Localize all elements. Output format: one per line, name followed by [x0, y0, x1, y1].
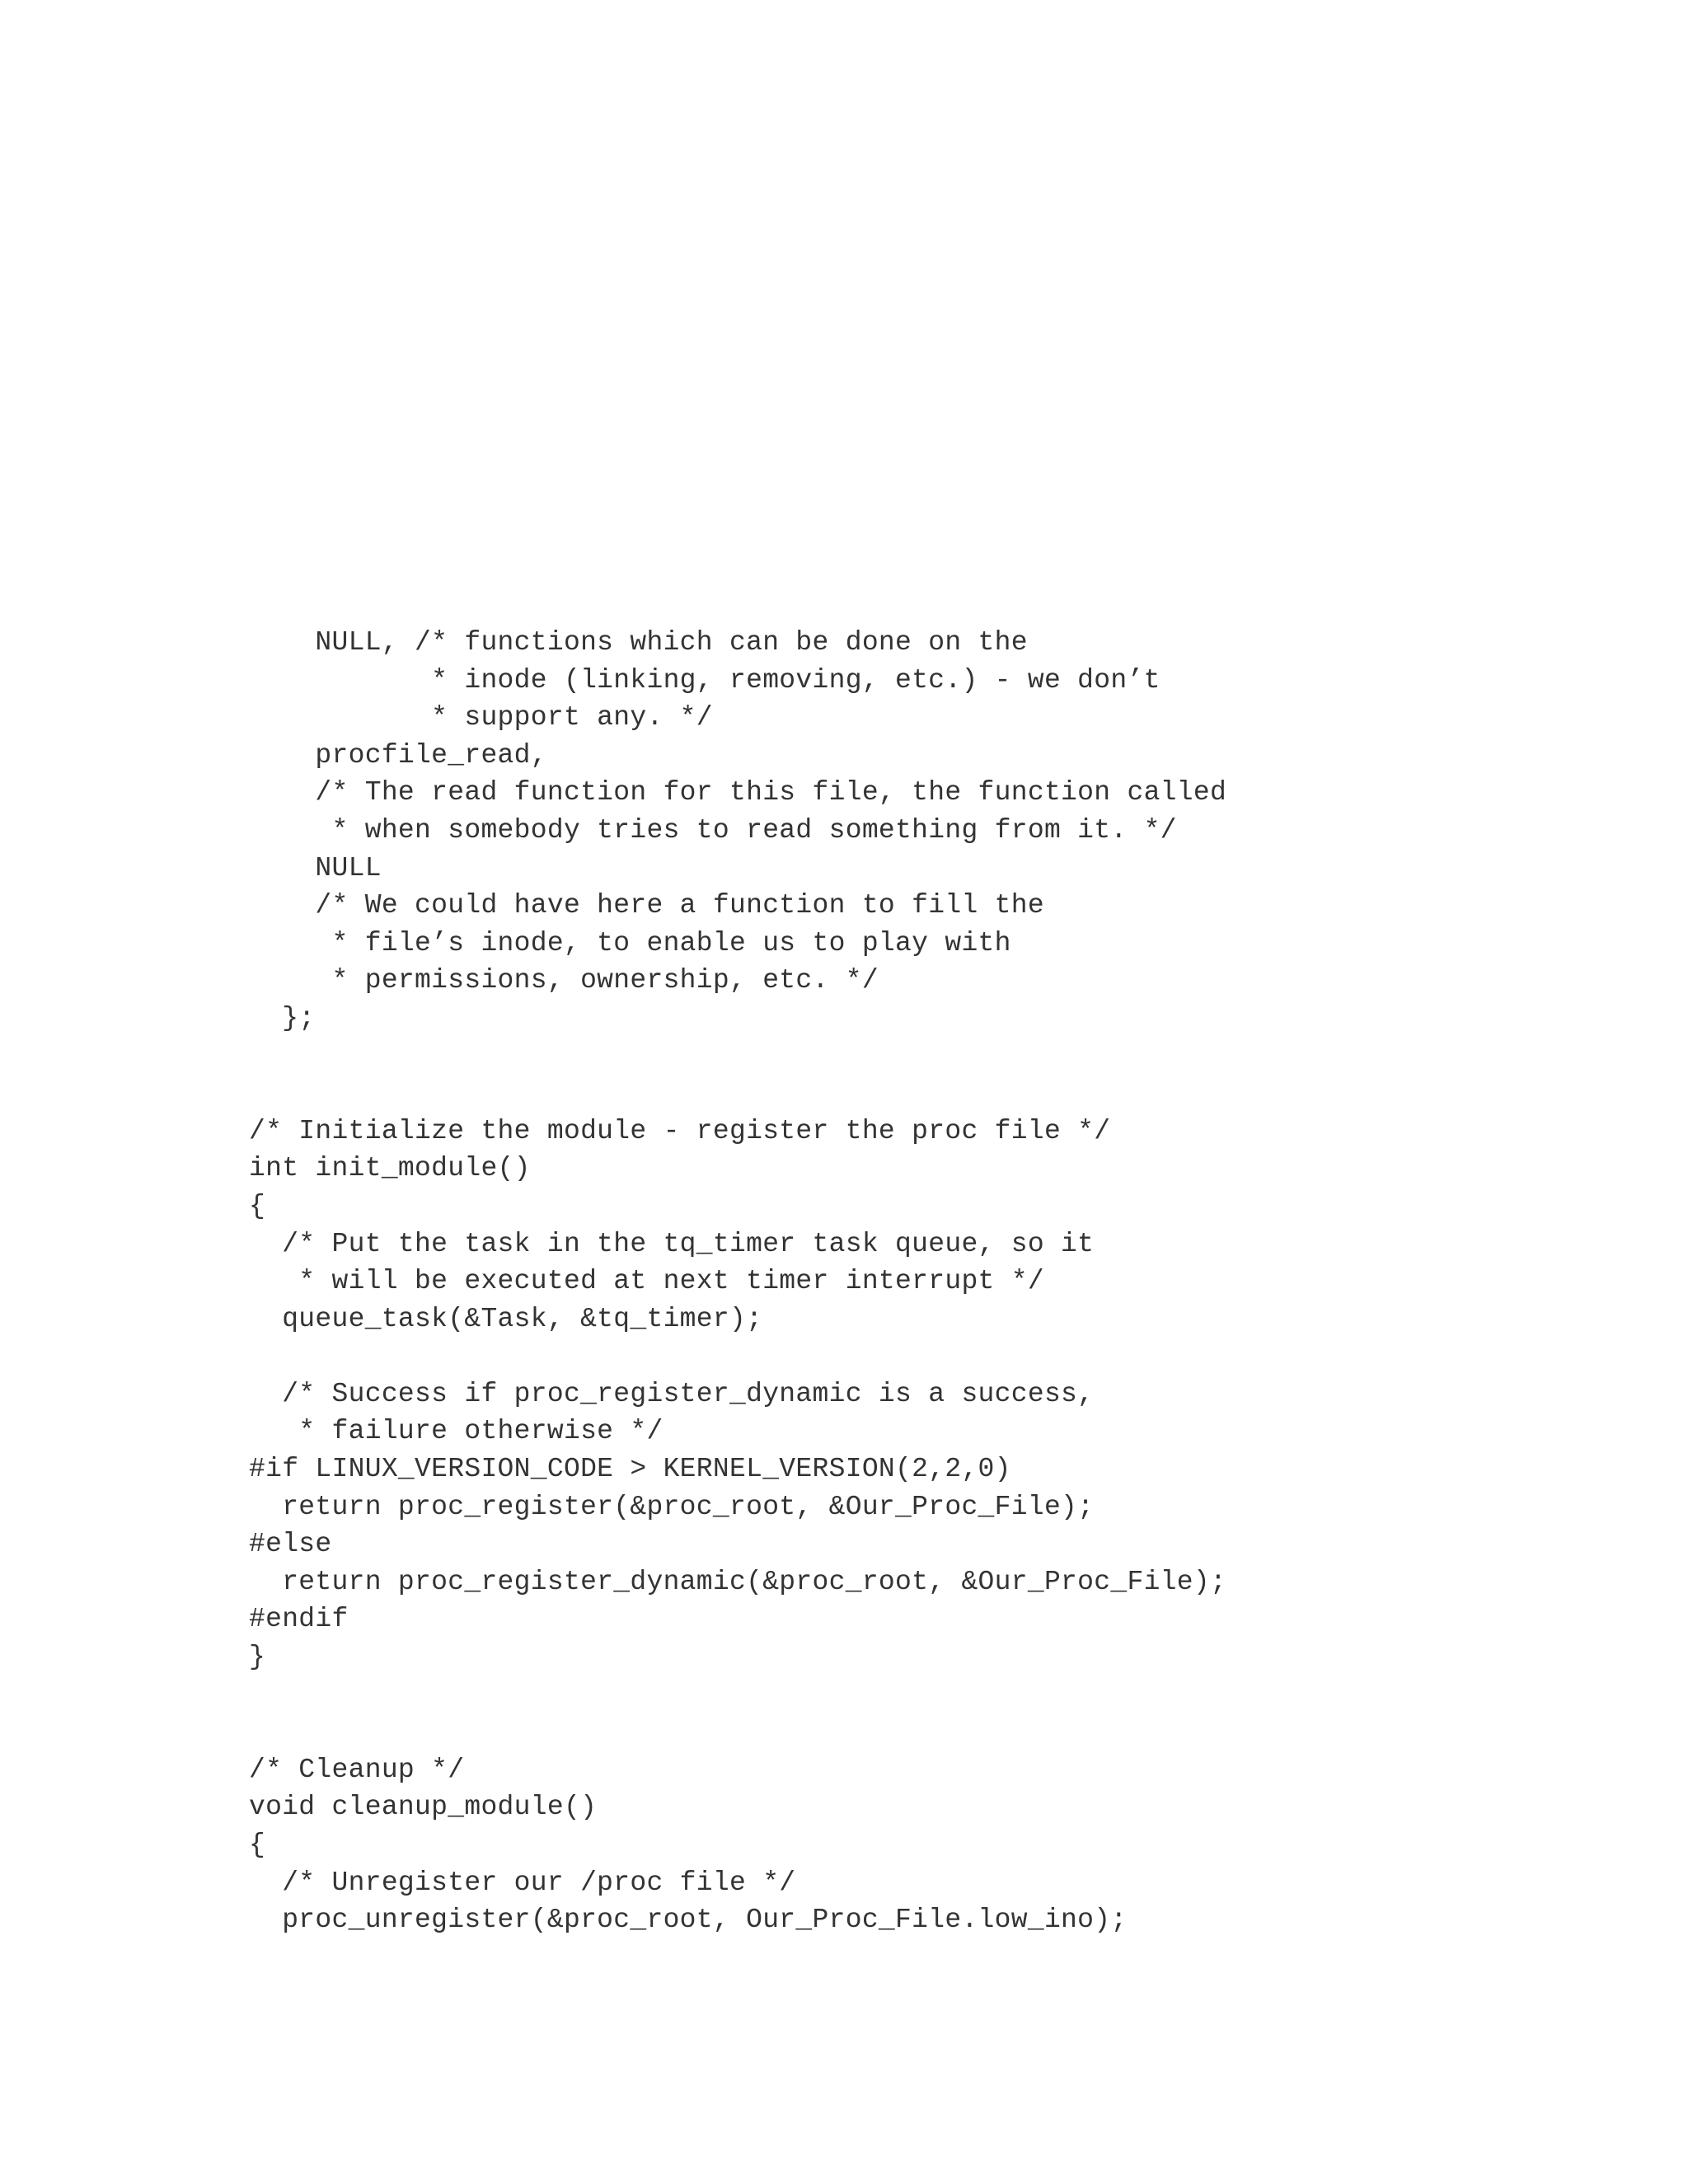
code-line: /* Unregister our /proc file */: [249, 1867, 796, 1898]
code-line: /* Cleanup */: [249, 1754, 465, 1785]
code-line: procfile_read,: [249, 739, 547, 771]
code-line: * inode (linking, removing, etc.) - we don’t: [249, 664, 1160, 696]
code-line: }: [249, 1642, 266, 1673]
code-line: {: [249, 1190, 266, 1221]
code-line-blank: [249, 1713, 1226, 1751]
code-line: NULL: [249, 852, 382, 883]
code-line-blank: [249, 1338, 1226, 1376]
code-line: void cleanup_module(): [249, 1792, 598, 1823]
code-line: queue_task(&Task, &tq_timer);: [249, 1303, 763, 1334]
code-line: * when somebody tries to read something from it. */: [249, 814, 1177, 846]
code-line: #else: [249, 1529, 332, 1560]
code-line: * permissions, ownership, etc. */: [249, 965, 879, 996]
code-line: * will be executed at next timer interrupt */: [249, 1266, 1044, 1297]
code-line: /* Success if proc_register_dynamic is a success,: [249, 1378, 1095, 1409]
code-line: return proc_register(&proc_root, &Our_Proc_File);: [249, 1491, 1095, 1522]
code-line: /* Put the task in the tq_timer task queue, so it: [249, 1228, 1095, 1259]
code-line: #if LINUX_VERSION_CODE > KERNEL_VERSION(2,2,0): [249, 1454, 1011, 1485]
code-line: #endif: [249, 1604, 349, 1635]
code-line-blank: [249, 1075, 1226, 1113]
code-line: * file’s inode, to enable us to play with: [249, 927, 1011, 958]
code-line: return proc_register_dynamic(&proc_root, &Our_Proc_File);: [249, 1566, 1227, 1597]
code-line: {: [249, 1830, 266, 1860]
code-line-blank: [249, 1676, 1226, 1714]
code-line-blank: [249, 1038, 1226, 1076]
code-line: /* Initialize the module - register the proc file */: [249, 1115, 1111, 1146]
code-line: int init_module(): [249, 1153, 531, 1184]
code-line: * failure otherwise */: [249, 1416, 663, 1447]
code-line: };: [249, 1002, 316, 1033]
code-line: /* We could have here a function to fill the: [249, 890, 1044, 921]
code-line: NULL, /* functions which can be done on the: [249, 627, 1028, 658]
code-listing: [249, 624, 1226, 1939]
code-line: * support any. */: [249, 702, 713, 733]
code-line: proc_unregister(&proc_root, Our_Proc_File.low_ino);: [249, 1905, 1128, 1936]
code-line: /* The read function for this file, the function called: [249, 777, 1227, 808]
